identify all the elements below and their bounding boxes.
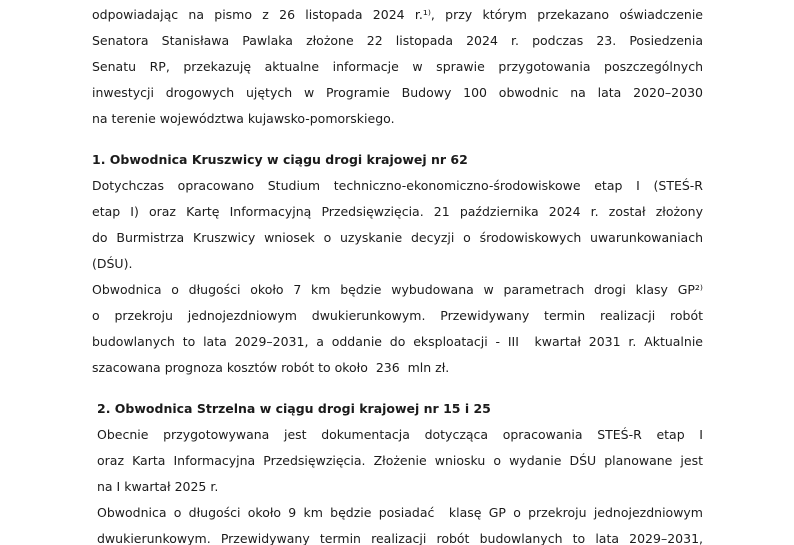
text-line: na I kwartał 2025 r. bbox=[97, 479, 219, 494]
text-line: Obwodnica o długości około 7 km będzie wybudowana w parametrach drogi klasy GP²⁾ bbox=[92, 282, 703, 297]
section-1-paragraph-1 bbox=[92, 173, 703, 277]
text-line: na terenie województwa kujawsko-pomorskiego. bbox=[92, 111, 395, 126]
text-line: szacowana prognoza kosztów robót to około 236 mln zł. bbox=[92, 360, 450, 375]
text-line: o przekroju jednojezdniowym dwukierunkowym. Przewidywany termin realizacji robót bbox=[92, 308, 703, 323]
text-line: do Burmistrza Kruszwicy wniosek o uzyskanie decyzji o środowiskowych uwarunkowaniach bbox=[92, 230, 703, 245]
text-line: dwukierunkowym. Przewidywany termin realizacji robót budowlanych to lata 2029–2031, bbox=[97, 531, 703, 545]
text-line: etap I) oraz Kartę Informacyjną Przedsięwzięcia. 21 października 2024 r. został złożony bbox=[92, 204, 703, 219]
text-line: inwestycji drogowych ujętych w Programie Budowy 100 obwodnic na lata 2020–2030 bbox=[92, 85, 703, 100]
text-line: budowlanych to lata 2029–2031, a oddanie do eksploatacji - III kwartał 2031 r. Aktualnie bbox=[92, 334, 703, 349]
text-line: Dotychczas opracowano Studium techniczno-ekonomiczno-środowiskowe etap I (STEŚ-R bbox=[92, 178, 703, 193]
section-2-heading: 2. Obwodnica Strzelna w ciągu drogi krajowej nr 15 i 25 bbox=[97, 401, 491, 416]
letter-body bbox=[92, 2, 703, 545]
section-2-paragraph-2 bbox=[97, 500, 703, 545]
text-line: (DŚU). bbox=[92, 256, 133, 271]
intro-paragraph bbox=[92, 2, 703, 132]
text-line: oraz Karta Informacyjna Przedsięwzięcia. Złożenie wniosku o wydanie DŚU planowane jest bbox=[97, 453, 703, 468]
text-line: Senatora Stanisława Pawlaka złożone 22 listopada 2024 r. podczas 23. Posiedzenia bbox=[92, 33, 703, 48]
section-2-paragraph-1 bbox=[97, 422, 703, 500]
section-1-paragraph-2 bbox=[92, 277, 703, 381]
section-strzelno bbox=[92, 396, 703, 545]
text-line: Obwodnica o długości około 9 km będzie posiadać klasę GP o przekroju jednojezdniowym bbox=[97, 505, 703, 520]
text-line: odpowiadając na pismo z 26 listopada 2024 r.¹⁾, przy którym przekazano oświadczenie bbox=[92, 7, 703, 22]
section-1-heading: 1. Obwodnica Kruszwicy w ciągu drogi krajowej nr 62 bbox=[92, 152, 468, 167]
text-line: Obecnie przygotowywana jest dokumentacja dotycząca opracowania STEŚ-R etap I bbox=[97, 427, 703, 442]
section-kruszwica bbox=[92, 147, 703, 381]
text-line: Senatu RP, przekazuję aktualne informacje w sprawie przygotowania poszczególnych bbox=[92, 59, 703, 74]
